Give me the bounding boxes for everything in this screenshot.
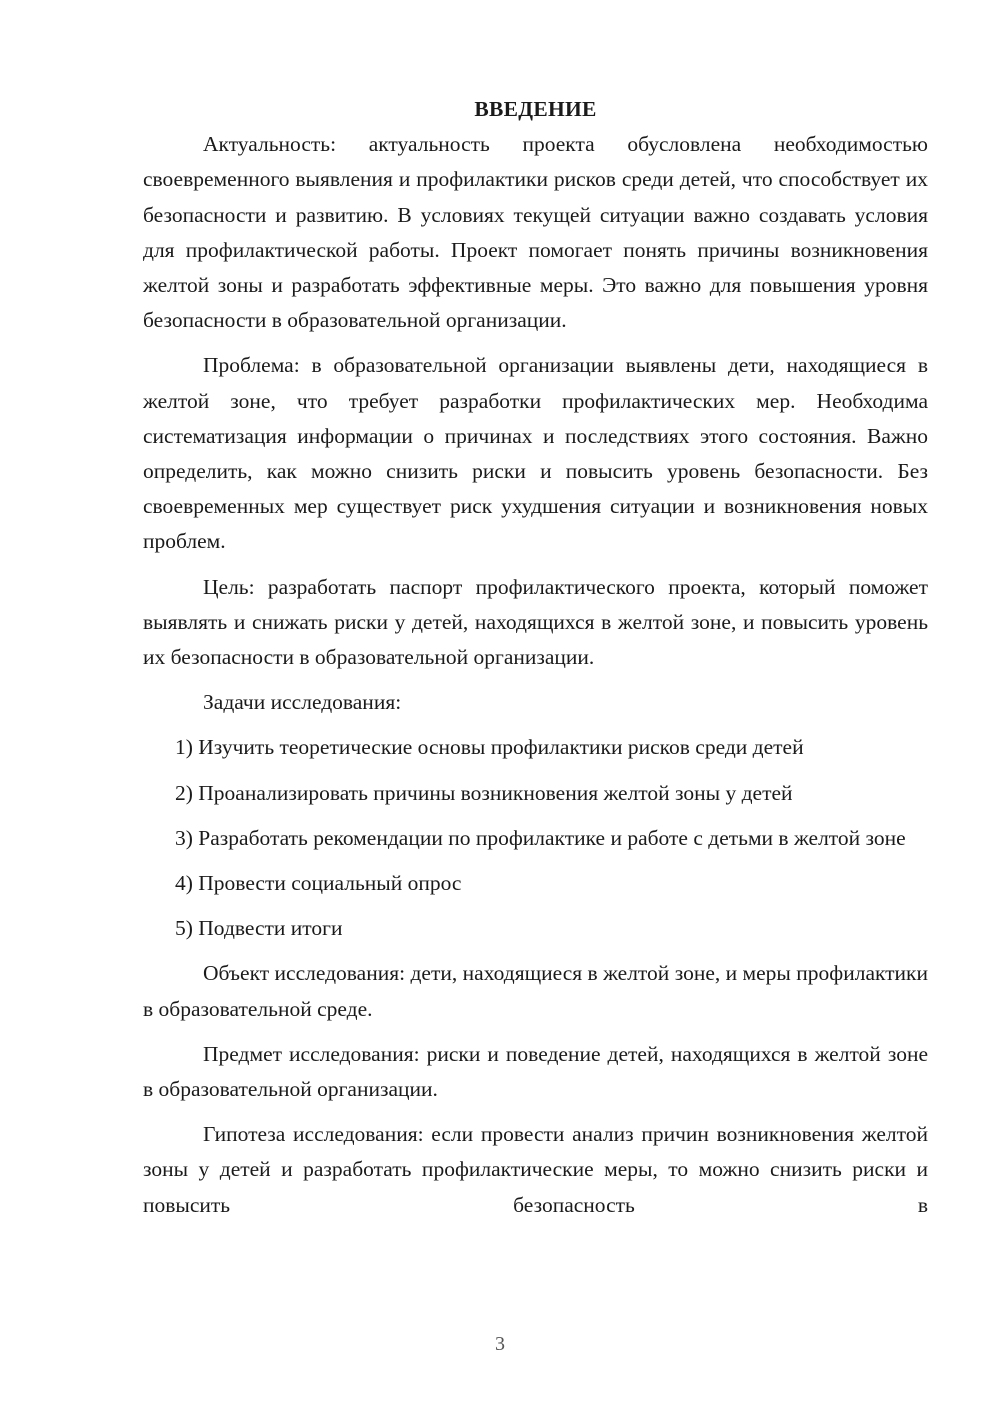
- tasks-title: Задачи исследования:: [203, 690, 402, 715]
- task-item: 5) Подвести итоги: [175, 916, 343, 941]
- paragraph-problem: Проблема: в образовательной организации выявлены дети, находящиеся в желтой зоне, что требует разработки профилактических мер. Необходима систематизация информации о причинах и последствиях этого состояния. Важно определить, как можно снизить риски и повысить уровень безопасности. Без своевременных мер существует риск ухудшения ситуации и возникновения новых проблем.: [143, 353, 928, 554]
- section-heading: ВВЕДЕНИЕ: [474, 97, 597, 121]
- paragraph-goal: Цель: разработать паспорт профилактического проекта, который поможет выявлять и снижать риски у детей, находящихся в желтой зоне, и повысить уровень их безопасности в образовательной организации.: [143, 574, 928, 670]
- task-item: 2) Проанализировать причины возникновения желтой зоны у детей: [175, 780, 793, 805]
- paragraph-subject: Предмет исследования: риски и поведение детей, находящихся в желтой зоне в образовательной организации.: [143, 1041, 928, 1102]
- paragraph-hypothesis: Гипотеза исследования: если провести анализ причин возникновения желтой зоны у детей и разработать профилактические меры, то можно снизить риски и повысить безопасность в: [143, 1122, 928, 1217]
- page-content: [143, 92, 928, 1233]
- paragraph-relevance: Актуальность: актуальность проекта обусловлена необходимостью своевременного выявления и профилактики рисков среди детей, что способствует их безопасности и развитию. В условиях текущей ситуации важно создавать условия для профилактической работы. Проект помогает понять причины возникновения желтой зоны и разработать эффективные меры. Это важно для повышения уровня безопасности в образовательной организации.: [143, 132, 928, 333]
- page-number: 3: [495, 1333, 505, 1355]
- task-item: 3) Разработать рекомендации по профилактике и работе с детьми в желтой зоне: [175, 825, 906, 850]
- paragraph-object: Объект исследования: дети, находящиеся в желтой зоне, и меры профилактики в образовательной среде.: [143, 961, 928, 1021]
- task-item: 4) Провести социальный опрос: [175, 871, 462, 896]
- task-item: 1) Изучить теоретические основы профилактики рисков среди детей: [175, 735, 804, 760]
